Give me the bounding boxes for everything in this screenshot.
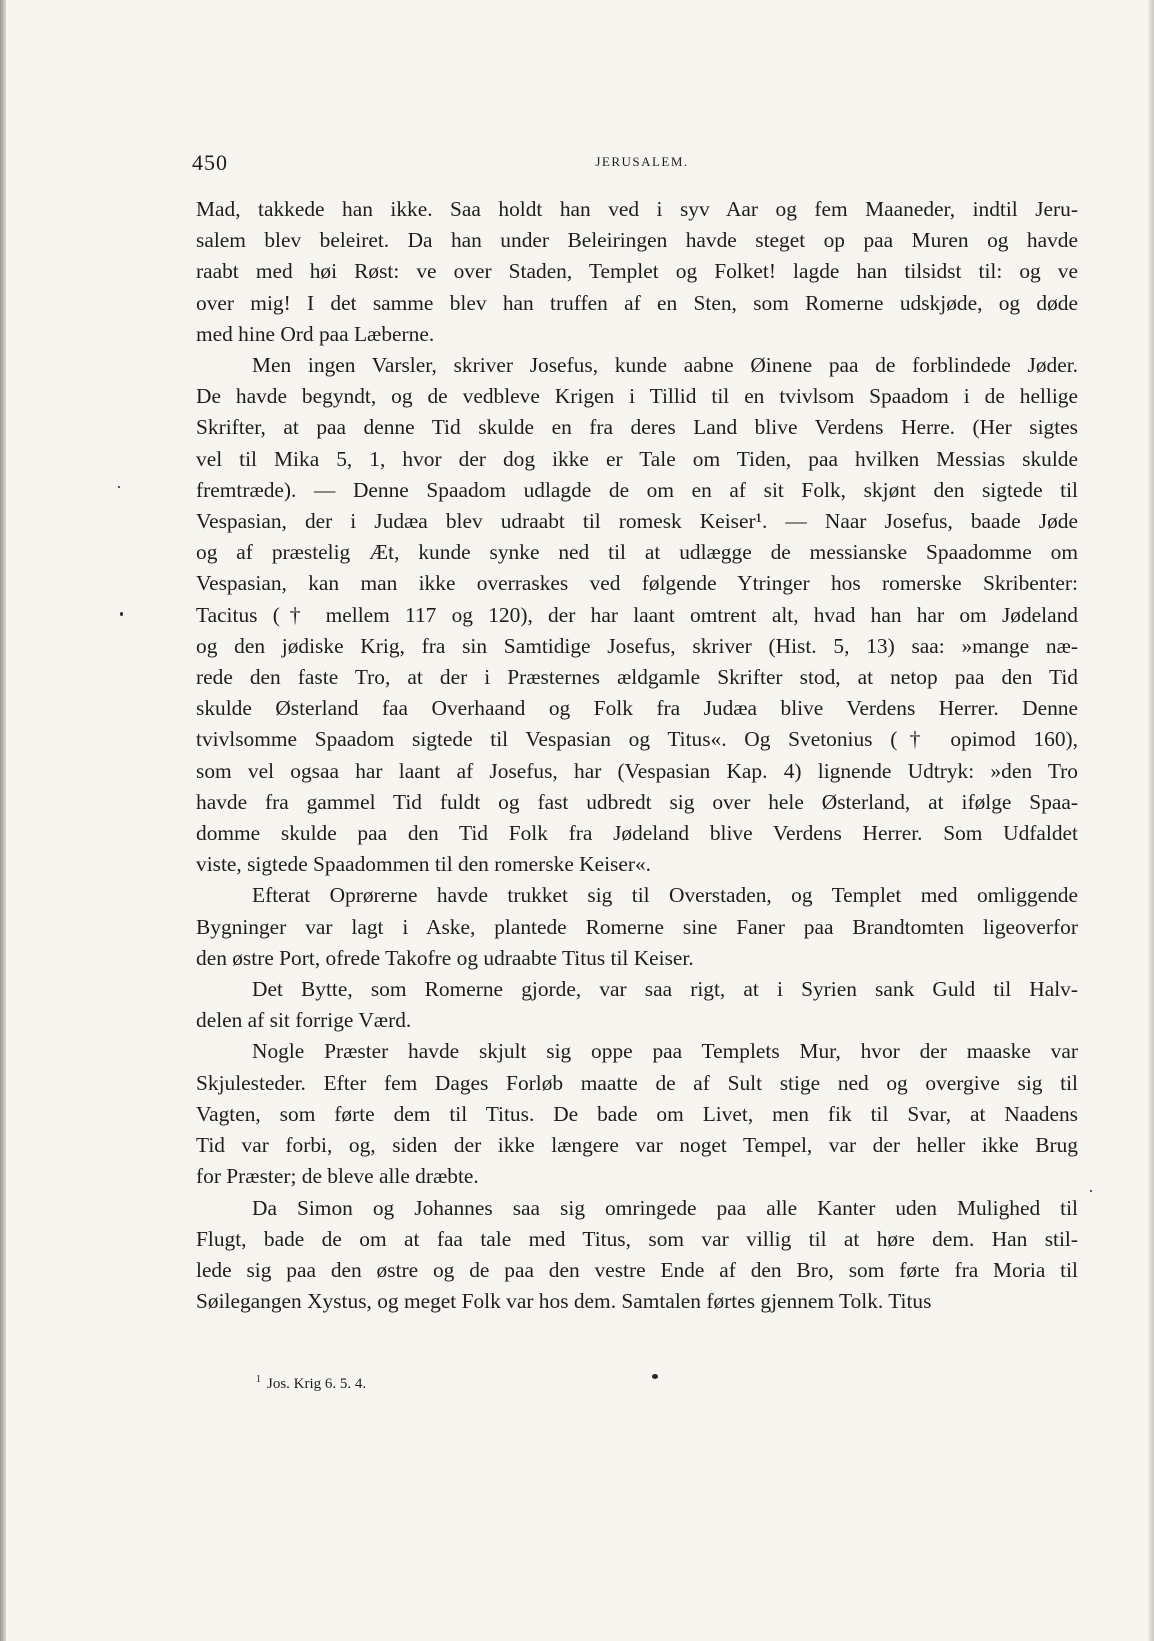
body-text <box>196 194 1078 1317</box>
page-edge-right <box>1148 0 1154 1641</box>
text-line: rede den faste Tro, at der i Præsternes ældgamle Skrifter stod, at netop paa den Tid <box>196 665 1078 690</box>
ink-speck <box>118 486 120 488</box>
text-line: over mig! I det samme blev han truffen af en Sten, som Romerne udskjøde, og døde <box>196 290 1078 315</box>
text-line: domme skulde paa den Tid Folk fra Jødeland blive Verdens Herrer. Som Udfaldet <box>196 821 1078 846</box>
text-line: havde fra gammel Tid fuldt og fast udbredt sig over hele Østerland, at ifølge Spaa- <box>196 789 1078 814</box>
text-line: som vel ogsaa har laant af Josefus, har (Vespasian Kap. 4) lignende Udtryk: »den Tro <box>196 758 1078 783</box>
text-line: Nogle Præster havde skjult sig oppe paa Templets Mur, hvor der maaske var <box>252 1039 1078 1064</box>
ink-speck <box>652 1374 658 1379</box>
text-line: lede sig paa den østre og de paa den vestre Ende af den Bro, som førte fra Moria til <box>196 1257 1078 1282</box>
text-line: Søilegangen Xystus, og meget Folk var hos dem. Samtalen førtes gjennem Tolk. Titus <box>196 1289 932 1314</box>
text-line: Skrifter, at paa denne Tid skulde en fra deres Land blive Verdens Herre. (Her sigtes <box>196 415 1078 440</box>
text-line: raabt med høi Røst: ve over Staden, Templet og Folket! lagde han tilsidst til: og ve <box>196 259 1078 284</box>
text-line: Efterat Oprørerne havde trukket sig til Overstaden, og Templet med omliggende <box>252 883 1078 908</box>
ink-speck <box>120 612 123 616</box>
text-line: Det Bytte, som Romerne gjorde, var saa rigt, at i Syrien sank Guld til Halv- <box>252 977 1078 1002</box>
footnote-marker: 1 <box>256 1374 261 1385</box>
text-line: Bygninger var lagt i Aske, plantede Romerne sine Faner paa Brandtomten ligeoverfor <box>196 914 1078 939</box>
text-line: tvivlsomme Spaadom sigtede til Vespasian og Titus«. Og Svetonius († opimod 160), <box>196 727 1078 752</box>
text-line: salem blev beleiret. Da han under Beleiringen havde steget op paa Muren og havde <box>196 228 1078 253</box>
ink-speck <box>1090 1190 1092 1192</box>
paragraph <box>196 1193 1078 1318</box>
text-line: Skjulesteder. Efter fem Dages Forløb maatte de af Sult stige ned og overgive sig til <box>196 1070 1078 1095</box>
text-line: Vespasian, kan man ikke overraskes ved følgende Ytringer hos romerske Skribenter: <box>196 571 1078 596</box>
paragraph <box>196 1036 1078 1192</box>
page-number: 450 <box>192 150 228 175</box>
paragraph <box>196 350 1078 880</box>
paragraph <box>196 194 1078 350</box>
text-line: fremtræde). — Denne Spaadom udlagde de om en af sit Folk, skjønt den sigtede til <box>196 477 1078 502</box>
text-line: og den jødiske Krig, fra sin Samtidige Josefus, skriver (Hist. 5, 13) saa: »mange næ- <box>196 633 1078 658</box>
running-head <box>192 150 1072 180</box>
text-line: vel til Mika 5, 1, hvor der dog ikke er Tale om Tiden, paa hvilken Messias skulde <box>196 446 1078 471</box>
footnote <box>256 1374 366 1393</box>
text-line: for Præster; de bleve alle dræbte. <box>196 1164 479 1189</box>
text-line: den østre Port, ofrede Takofre og udraabte Titus til Keiser. <box>196 945 694 970</box>
paragraph <box>196 974 1078 1036</box>
footnote-text: Jos. Krig 6. 5. 4. <box>267 1376 367 1392</box>
paragraph <box>196 880 1078 974</box>
page-edge-left <box>0 0 6 1641</box>
text-line: viste, sigtede Spaadommen til den romerske Keiser«. <box>196 852 652 877</box>
text-line: skulde Østerland faa Overhaand og Folk fra Judæa blive Verdens Herrer. Denne <box>196 696 1078 721</box>
text-line: delen af sit forrige Værd. <box>196 1008 412 1033</box>
text-line: Da Simon og Johannes saa sig omringede paa alle Kanter uden Mulighed til <box>252 1195 1078 1220</box>
text-line: Mad, takkede han ikke. Saa holdt han ved i syv Aar og fem Maaneder, indtil Jeru- <box>196 197 1078 221</box>
text-line: Men ingen Varsler, skriver Josefus, kunde aabne Øinene paa de forblindede Jøder. <box>252 353 1078 378</box>
text-line: og af præstelig Æt, kunde synke ned til at udlægge de messianske Spaadomme om <box>196 540 1078 565</box>
text-line: De havde begyndt, og de vedbleve Krigen i Tillid til en tvivlsom Spaadom i de hellige <box>196 384 1078 409</box>
text-line: Tid var forbi, og, siden der ikke længere var noget Tempel, var der heller ikke Brug <box>196 1133 1078 1158</box>
text-line: Vespasian, der i Judæa blev udraabt til romesk Keiser¹. — Naar Josefus, baade Jøde <box>196 509 1078 534</box>
text-line: Flugt, bade de om at faa tale med Titus, som var villig til at høre dem. Han stil- <box>196 1226 1078 1251</box>
running-title: JERUSALEM. <box>595 154 689 169</box>
text-line: Vagten, som førte dem til Titus. De bade om Livet, men fik til Svar, at Naadens <box>196 1101 1078 1126</box>
text-line: med hine Ord paa Læberne. <box>196 321 435 346</box>
text-line: Tacitus († mellem 117 og 120), der har laant omtrent alt, hvad han har om Jødeland <box>196 602 1078 627</box>
